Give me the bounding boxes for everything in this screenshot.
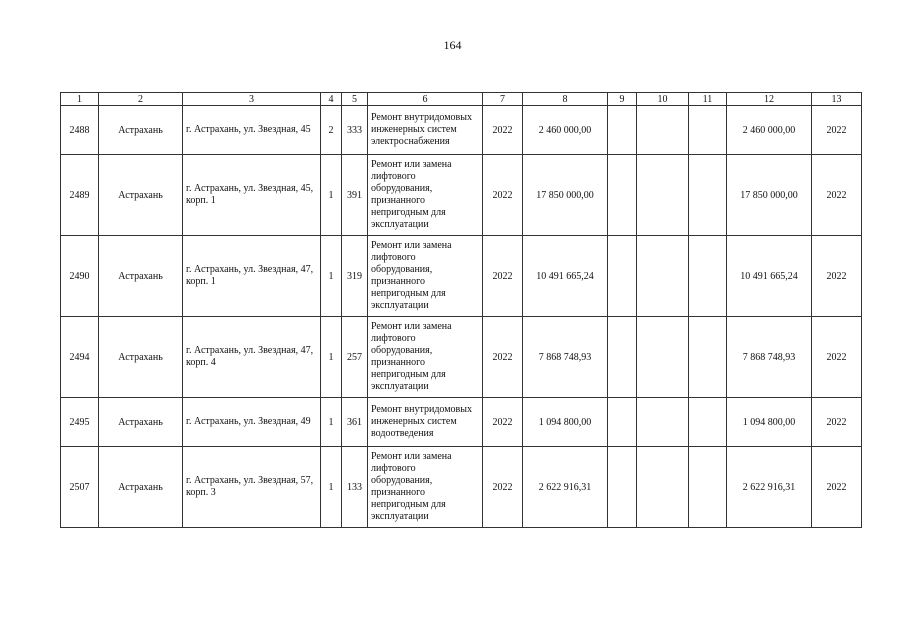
header-col-8: 8 <box>523 93 608 106</box>
count-cell: 319 <box>342 236 368 317</box>
col-11-cell <box>689 398 727 447</box>
header-row <box>61 93 862 106</box>
total-cell: 2 622 916,31 <box>727 447 812 528</box>
table-row <box>61 398 862 447</box>
row-number: 2494 <box>61 317 99 398</box>
row-number: 2507 <box>61 447 99 528</box>
cost-cell: 10 491 665,24 <box>523 236 608 317</box>
row-number: 2490 <box>61 236 99 317</box>
col-10-cell <box>637 447 689 528</box>
cost-cell: 2 622 916,31 <box>523 447 608 528</box>
work-type-cell: Ремонт или замена лифтового оборудования, признанного непригодным для эксплуатации <box>368 317 483 398</box>
city-cell: Астрахань <box>99 236 183 317</box>
header-col-10: 10 <box>637 93 689 106</box>
year-end-cell: 2022 <box>812 106 862 155</box>
repair-program-table <box>60 92 862 528</box>
header-col-5: 5 <box>342 93 368 106</box>
total-cell: 7 868 748,93 <box>727 317 812 398</box>
col-11-cell <box>689 447 727 528</box>
year-cell: 2022 <box>483 236 523 317</box>
row-number: 2488 <box>61 106 99 155</box>
city-cell: Астрахань <box>99 106 183 155</box>
year-end-cell: 2022 <box>812 447 862 528</box>
address-cell: г. Астрахань, ул. Звездная, 57, корп. 3 <box>183 447 321 528</box>
count-cell: 391 <box>342 155 368 236</box>
address-cell: г. Астрахань, ул. Звездная, 47, корп. 1 <box>183 236 321 317</box>
table-row <box>61 155 862 236</box>
city-cell: Астрахань <box>99 155 183 236</box>
floors-cell: 1 <box>321 317 342 398</box>
year-cell: 2022 <box>483 398 523 447</box>
year-end-cell: 2022 <box>812 236 862 317</box>
work-type-cell: Ремонт или замена лифтового оборудования, признанного непригодным для эксплуатации <box>368 155 483 236</box>
floors-cell: 1 <box>321 447 342 528</box>
table-row <box>61 106 862 155</box>
col-9-cell <box>608 447 637 528</box>
header-col-13: 13 <box>812 93 862 106</box>
year-cell: 2022 <box>483 155 523 236</box>
year-end-cell: 2022 <box>812 155 862 236</box>
total-cell: 1 094 800,00 <box>727 398 812 447</box>
work-type-cell: Ремонт или замена лифтового оборудования, признанного непригодным для эксплуатации <box>368 236 483 317</box>
col-9-cell <box>608 317 637 398</box>
page-number: 164 <box>443 38 462 52</box>
work-type-cell: Ремонт или замена лифтового оборудования, признанного непригодным для эксплуатации <box>368 447 483 528</box>
col-11-cell <box>689 236 727 317</box>
table-row <box>61 236 862 317</box>
header-col-1: 1 <box>61 93 99 106</box>
total-cell: 17 850 000,00 <box>727 155 812 236</box>
col-11-cell <box>689 317 727 398</box>
work-type-cell: Ремонт внутридомовых инженерных систем электроснабжения <box>368 106 483 155</box>
col-10-cell <box>637 317 689 398</box>
count-cell: 133 <box>342 447 368 528</box>
floors-cell: 1 <box>321 155 342 236</box>
year-cell: 2022 <box>483 317 523 398</box>
header-col-4: 4 <box>321 93 342 106</box>
total-cell: 10 491 665,24 <box>727 236 812 317</box>
row-number: 2489 <box>61 155 99 236</box>
address-cell: г. Астрахань, ул. Звездная, 49 <box>183 398 321 447</box>
table-row <box>61 447 862 528</box>
header-col-3: 3 <box>183 93 321 106</box>
col-10-cell <box>637 236 689 317</box>
table-row <box>61 317 862 398</box>
col-9-cell <box>608 236 637 317</box>
work-type-cell: Ремонт внутридомовых инженерных систем водоотведения <box>368 398 483 447</box>
cost-cell: 7 868 748,93 <box>523 317 608 398</box>
year-cell: 2022 <box>483 106 523 155</box>
header-col-11: 11 <box>689 93 727 106</box>
col-9-cell <box>608 398 637 447</box>
year-end-cell: 2022 <box>812 317 862 398</box>
col-10-cell <box>637 106 689 155</box>
address-cell: г. Астрахань, ул. Звездная, 45, корп. 1 <box>183 155 321 236</box>
row-number: 2495 <box>61 398 99 447</box>
header-col-6: 6 <box>368 93 483 106</box>
col-9-cell <box>608 106 637 155</box>
year-cell: 2022 <box>483 447 523 528</box>
count-cell: 257 <box>342 317 368 398</box>
cost-cell: 1 094 800,00 <box>523 398 608 447</box>
col-11-cell <box>689 155 727 236</box>
floors-cell: 1 <box>321 398 342 447</box>
floors-cell: 2 <box>321 106 342 155</box>
address-cell: г. Астрахань, ул. Звездная, 45 <box>183 106 321 155</box>
count-cell: 333 <box>342 106 368 155</box>
count-cell: 361 <box>342 398 368 447</box>
col-11-cell <box>689 106 727 155</box>
cost-cell: 17 850 000,00 <box>523 155 608 236</box>
header-col-12: 12 <box>727 93 812 106</box>
year-end-cell: 2022 <box>812 398 862 447</box>
header-col-7: 7 <box>483 93 523 106</box>
city-cell: Астрахань <box>99 317 183 398</box>
col-10-cell <box>637 398 689 447</box>
city-cell: Астрахань <box>99 447 183 528</box>
city-cell: Астрахань <box>99 398 183 447</box>
floors-cell: 1 <box>321 236 342 317</box>
total-cell: 2 460 000,00 <box>727 106 812 155</box>
col-10-cell <box>637 155 689 236</box>
col-9-cell <box>608 155 637 236</box>
header-col-9: 9 <box>608 93 637 106</box>
address-cell: г. Астрахань, ул. Звездная, 47, корп. 4 <box>183 317 321 398</box>
header-col-2: 2 <box>99 93 183 106</box>
cost-cell: 2 460 000,00 <box>523 106 608 155</box>
